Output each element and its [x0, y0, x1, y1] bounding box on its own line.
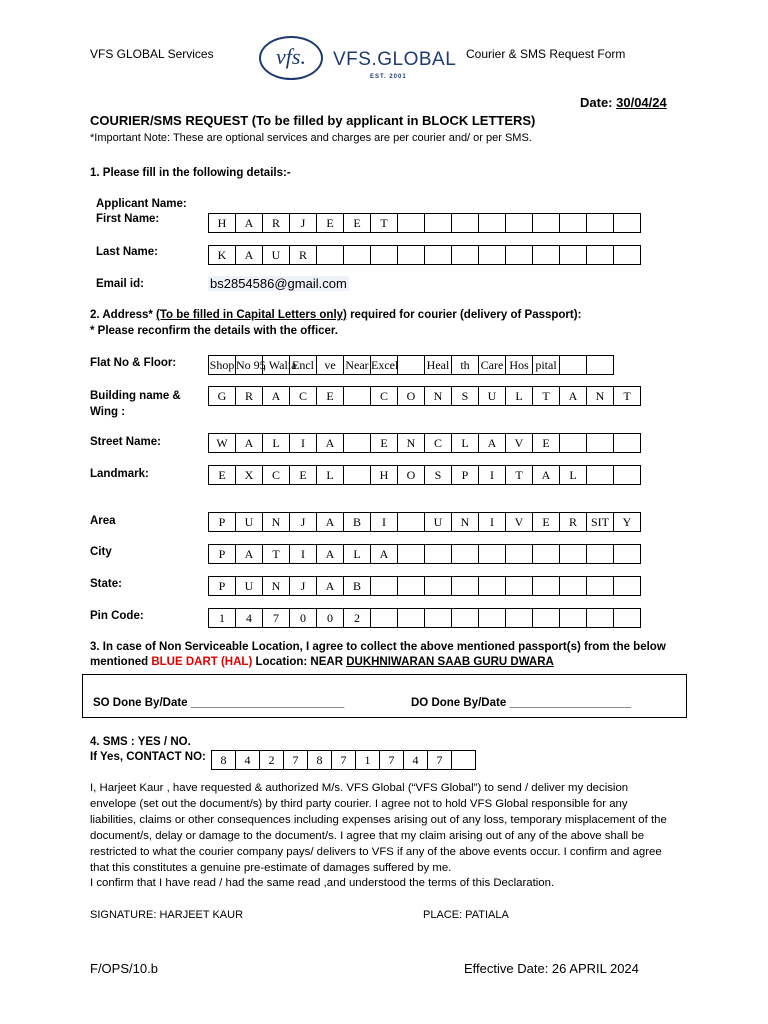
char-box[interactable]	[371, 608, 398, 628]
char-box[interactable]	[479, 245, 506, 265]
char-box[interactable]: E	[533, 433, 560, 453]
section3-line2	[90, 656, 554, 668]
contact-boxes[interactable]	[211, 750, 476, 770]
char-box[interactable]: C	[263, 465, 290, 485]
char-box[interactable]	[560, 544, 587, 564]
char-box[interactable]: A	[317, 512, 344, 532]
char-box[interactable]	[560, 213, 587, 233]
char-box[interactable]: A	[371, 544, 398, 564]
char-box[interactable]: 2	[260, 750, 284, 770]
char-box[interactable]: I	[479, 512, 506, 532]
char-box[interactable]	[479, 213, 506, 233]
char-box[interactable]: 7	[284, 750, 308, 770]
char-box[interactable]: E	[344, 213, 371, 233]
char-box[interactable]: B	[344, 576, 371, 596]
char-box[interactable]: 0	[290, 608, 317, 628]
char-box[interactable]: P	[209, 576, 236, 596]
char-box[interactable]: U	[263, 245, 290, 265]
section2-heading	[90, 309, 581, 321]
char-box[interactable]: SIT	[587, 512, 614, 532]
char-box[interactable]	[452, 576, 479, 596]
char-box[interactable]: E	[209, 465, 236, 485]
char-box[interactable]: C	[290, 386, 317, 406]
char-box[interactable]: A	[236, 245, 263, 265]
char-box[interactable]: X	[236, 465, 263, 485]
first-name-label: First Name:	[96, 213, 160, 225]
char-box[interactable]: K	[209, 245, 236, 265]
char-box[interactable]: R	[290, 245, 317, 265]
char-box[interactable]	[587, 465, 614, 485]
char-box[interactable]: I	[371, 512, 398, 532]
vfs-logo-name: VFS.GLOBAL	[333, 49, 457, 70]
char-box[interactable]: Hos	[506, 355, 533, 375]
char-box[interactable]	[587, 608, 614, 628]
char-box[interactable]: Near	[344, 355, 371, 375]
landmark-label: Landmark:	[90, 468, 149, 480]
building-boxes[interactable]	[208, 386, 641, 406]
char-box[interactable]: N	[452, 512, 479, 532]
char-box[interactable]: R	[236, 386, 263, 406]
char-box[interactable]	[479, 608, 506, 628]
char-box[interactable]	[398, 213, 425, 233]
char-box[interactable]	[614, 608, 641, 628]
footer-effective-date: Effective Date: 26 APRIL 2024	[464, 961, 639, 976]
city-label: City	[90, 546, 112, 558]
char-box[interactable]	[506, 544, 533, 564]
char-box[interactable]	[560, 245, 587, 265]
declaration-line: I, Harjeet Kaur , have requested & authorized M/s. VFS Global (“VFS Global”) to send / deliver my decision	[90, 782, 629, 794]
char-box[interactable]: P	[209, 544, 236, 564]
declaration	[90, 781, 690, 892]
date-value: 30/04/24	[616, 95, 667, 110]
char-box[interactable]	[425, 576, 452, 596]
char-box[interactable]: T	[533, 386, 560, 406]
char-box[interactable]	[452, 245, 479, 265]
char-box[interactable]	[425, 245, 452, 265]
char-box[interactable]	[479, 576, 506, 596]
char-box[interactable]: Y	[614, 512, 641, 532]
char-box[interactable]: U	[479, 386, 506, 406]
char-box[interactable]	[506, 608, 533, 628]
char-box[interactable]: E	[290, 465, 317, 485]
char-box[interactable]: A	[236, 213, 263, 233]
char-box[interactable]: V	[506, 512, 533, 532]
flat-label: Flat No & Floor:	[90, 357, 177, 369]
char-box[interactable]	[560, 608, 587, 628]
char-box[interactable]: S	[452, 386, 479, 406]
char-box[interactable]	[614, 465, 641, 485]
reconfirm-note: * Please reconfirm the details with the officer.	[90, 325, 338, 337]
char-box[interactable]	[506, 576, 533, 596]
char-box[interactable]	[344, 465, 371, 485]
char-box[interactable]	[398, 245, 425, 265]
last-name-boxes[interactable]	[208, 245, 641, 265]
char-box[interactable]	[398, 544, 425, 564]
char-box[interactable]: R	[560, 512, 587, 532]
declaration-line: envelope (set out the document/s) by third party courier. I agree not to hold VFS Global responsible for any	[90, 797, 628, 810]
char-box[interactable]	[587, 355, 614, 375]
char-box[interactable]: S	[425, 465, 452, 485]
char-box[interactable]: N	[263, 512, 290, 532]
city-boxes[interactable]	[208, 544, 641, 564]
char-box[interactable]	[398, 355, 425, 375]
char-box[interactable]: 8	[212, 750, 236, 770]
char-box[interactable]: I	[479, 465, 506, 485]
header-right: Courier & SMS Request Form	[466, 47, 626, 61]
char-box[interactable]: T	[506, 465, 533, 485]
flat-boxes[interactable]	[208, 355, 614, 375]
char-box[interactable]: 1	[356, 750, 380, 770]
form-title: COURIER/SMS REQUEST (To be filled by applicant in BLOCK LETTERS)	[90, 113, 536, 128]
char-box[interactable]: E	[317, 386, 344, 406]
char-box[interactable]: V	[506, 433, 533, 453]
char-box[interactable]: C	[425, 433, 452, 453]
char-box[interactable]: L	[263, 433, 290, 453]
char-box[interactable]	[587, 245, 614, 265]
sms-label: 4. SMS : YES / NO.	[90, 736, 191, 748]
char-box[interactable]	[533, 245, 560, 265]
contact-label: If Yes, CONTACT NO:	[90, 751, 206, 763]
date-line	[580, 95, 667, 110]
office-use-box	[82, 674, 687, 718]
email-label: Email id:	[96, 278, 144, 290]
char-box[interactable]	[587, 576, 614, 596]
pincode-boxes[interactable]	[208, 608, 641, 628]
char-box[interactable]: J	[290, 576, 317, 596]
important-note: *Important Note: These are optional services and charges are per courier and/ or per SMS.	[90, 132, 532, 144]
area-label: Area	[90, 515, 116, 527]
char-box[interactable]: 0	[317, 608, 344, 628]
char-box[interactable]: , Walia	[263, 355, 290, 375]
section2-heading-suffix: required for courier (delivery of Passport):	[346, 309, 582, 321]
char-box[interactable]	[452, 213, 479, 233]
street-label: Street Name:	[90, 436, 161, 448]
area-boxes[interactable]	[208, 512, 641, 532]
char-box[interactable]	[533, 608, 560, 628]
char-box[interactable]: O	[398, 465, 425, 485]
char-box[interactable]: L	[344, 544, 371, 564]
char-box[interactable]	[398, 512, 425, 532]
char-box[interactable]: G	[209, 386, 236, 406]
char-box[interactable]: N	[425, 386, 452, 406]
char-box[interactable]: H	[209, 213, 236, 233]
collection-location: DUKHNIWARAN SAAB GURU DWARA	[346, 656, 554, 668]
char-box[interactable]: E	[371, 433, 398, 453]
char-box[interactable]: th	[452, 355, 479, 375]
char-box[interactable]: 4	[236, 750, 260, 770]
do-done-by[interactable]: DO Done By/Date ___________________	[411, 697, 631, 709]
char-box[interactable]	[371, 576, 398, 596]
char-box[interactable]	[614, 433, 641, 453]
street-boxes[interactable]	[208, 433, 641, 453]
header-left: VFS GLOBAL Services	[90, 47, 214, 61]
char-box[interactable]	[614, 576, 641, 596]
declaration-line: document/s, delay or damage to the document/s. I agree that my claim arising out of any of the above shall be	[90, 829, 645, 842]
char-box[interactable]: N	[587, 386, 614, 406]
char-box[interactable]: C	[371, 386, 398, 406]
char-box[interactable]	[425, 608, 452, 628]
char-box[interactable]: A	[479, 433, 506, 453]
char-box[interactable]	[344, 245, 371, 265]
blue-dart-label: BLUE DART (HAL)	[151, 656, 253, 668]
char-box[interactable]: P	[452, 465, 479, 485]
char-box[interactable]: I	[290, 433, 317, 453]
building-label: Building name & Wing :	[90, 390, 181, 418]
char-box[interactable]: Encl	[290, 355, 317, 375]
char-box[interactable]: T	[263, 544, 290, 564]
char-box[interactable]: A	[533, 465, 560, 485]
char-box[interactable]	[560, 433, 587, 453]
char-box[interactable]: 7	[263, 608, 290, 628]
char-box[interactable]: 7	[428, 750, 452, 770]
char-box[interactable]: No 95	[236, 355, 263, 375]
char-box[interactable]: L	[317, 465, 344, 485]
declaration-line: restricted to what the courier company pays/ delivers to VFS if any of the above events occur. I confirm and agree	[90, 845, 662, 858]
char-box[interactable]: Care	[479, 355, 506, 375]
place: PLACE: PATIALA	[423, 909, 509, 921]
landmark-boxes[interactable]	[208, 465, 641, 485]
char-box[interactable]: Heal	[425, 355, 452, 375]
last-name-label: Last Name:	[96, 246, 158, 258]
char-box[interactable]: A	[317, 576, 344, 596]
char-box[interactable]	[479, 544, 506, 564]
char-box[interactable]	[452, 608, 479, 628]
char-box[interactable]: E	[533, 512, 560, 532]
footer-code: F/OPS/10.b	[90, 961, 158, 976]
char-box[interactable]	[614, 544, 641, 564]
char-box[interactable]: A	[317, 433, 344, 453]
char-box[interactable]: 4	[236, 608, 263, 628]
char-box[interactable]: A	[560, 386, 587, 406]
date-label: Date:	[580, 95, 617, 110]
so-done-by[interactable]: SO Done By/Date ________________________	[93, 697, 345, 709]
section3-line1: 3. In case of Non Serviceable Location, I agree to collect the above mentioned passport(s) from the below	[90, 641, 666, 653]
char-box[interactable]	[452, 544, 479, 564]
first-name-boxes[interactable]	[208, 213, 641, 233]
char-box[interactable]: B	[344, 512, 371, 532]
char-box[interactable]	[533, 544, 560, 564]
section3-prefix: mentioned	[90, 656, 152, 668]
char-box[interactable]: T	[371, 213, 398, 233]
char-box[interactable]: A	[236, 433, 263, 453]
char-box[interactable]: L	[560, 465, 587, 485]
char-box[interactable]	[371, 245, 398, 265]
char-box[interactable]: 7	[332, 750, 356, 770]
state-boxes[interactable]	[208, 576, 641, 596]
vfs-logo-mark: vfs.	[259, 36, 323, 80]
signature: SIGNATURE: HARJEET KAUR	[90, 909, 244, 921]
char-box[interactable]: I	[290, 544, 317, 564]
char-box[interactable]: 1	[209, 608, 236, 628]
char-box[interactable]: A	[317, 544, 344, 564]
char-box[interactable]	[506, 245, 533, 265]
char-box[interactable]	[398, 608, 425, 628]
char-box[interactable]: ve	[317, 355, 344, 375]
char-box[interactable]: L	[452, 433, 479, 453]
char-box[interactable]	[587, 213, 614, 233]
char-box[interactable]: U	[236, 512, 263, 532]
section2-heading-prefix: 2. Address*	[90, 309, 157, 321]
char-box[interactable]	[614, 213, 641, 233]
declaration-line: I confirm that I have read / had the same read ,and understood the terms of this Declaration.	[90, 877, 555, 890]
char-box[interactable]: 2	[344, 608, 371, 628]
section1-heading: 1. Please fill in the following details:-	[90, 167, 291, 179]
vfs-logo-est: EST. 2001	[370, 74, 407, 80]
char-box[interactable]	[560, 355, 587, 375]
char-box[interactable]: pital	[533, 355, 560, 375]
state-label: State:	[90, 578, 122, 590]
char-box[interactable]: O	[398, 386, 425, 406]
char-box[interactable]	[317, 245, 344, 265]
char-box[interactable]: H	[371, 465, 398, 485]
char-box[interactable]	[533, 576, 560, 596]
char-box[interactable]: 4	[404, 750, 428, 770]
char-box[interactable]	[614, 245, 641, 265]
char-box[interactable]: A	[263, 386, 290, 406]
char-box[interactable]	[398, 576, 425, 596]
email-field[interactable]: bs2854586@gmail.com	[210, 276, 347, 291]
char-box[interactable]: U	[236, 576, 263, 596]
char-box[interactable]	[452, 750, 476, 770]
char-box[interactable]: Excel	[371, 355, 398, 375]
char-box[interactable]: N	[398, 433, 425, 453]
char-box[interactable]	[560, 576, 587, 596]
char-box[interactable]: U	[425, 512, 452, 532]
char-box[interactable]: A	[236, 544, 263, 564]
char-box[interactable]: L	[506, 386, 533, 406]
char-box[interactable]	[344, 386, 371, 406]
char-box[interactable]	[506, 213, 533, 233]
declaration-line: liabilities, claims or other consequences including expenses arising out of any loss, temporary misplacement of the	[90, 813, 667, 826]
declaration-line: that this constitutes a genuine pre-estimate of damages suffered by me.	[90, 861, 452, 874]
char-box[interactable]: 8	[308, 750, 332, 770]
char-box[interactable]	[344, 433, 371, 453]
pincode-label: Pin Code:	[90, 610, 144, 622]
char-box[interactable]	[587, 433, 614, 453]
char-box[interactable]	[425, 213, 452, 233]
char-box[interactable]: P	[209, 512, 236, 532]
char-box[interactable]: Shop	[209, 355, 236, 375]
char-box[interactable]	[425, 544, 452, 564]
section3-mid: Location: NEAR	[252, 656, 347, 668]
char-box[interactable]: N	[263, 576, 290, 596]
section2-heading-underlined: (To be filled in Capital Letters only)	[156, 309, 347, 321]
char-box[interactable]: 7	[380, 750, 404, 770]
char-box[interactable]: T	[614, 386, 641, 406]
char-box[interactable]: E	[317, 213, 344, 233]
char-box[interactable]: W	[209, 433, 236, 453]
char-box[interactable]: J	[290, 512, 317, 532]
char-box[interactable]	[587, 544, 614, 564]
applicant-name-label: Applicant Name:	[96, 198, 187, 210]
char-box[interactable]: J	[290, 213, 317, 233]
char-box[interactable]	[533, 213, 560, 233]
char-box[interactable]: R	[263, 213, 290, 233]
